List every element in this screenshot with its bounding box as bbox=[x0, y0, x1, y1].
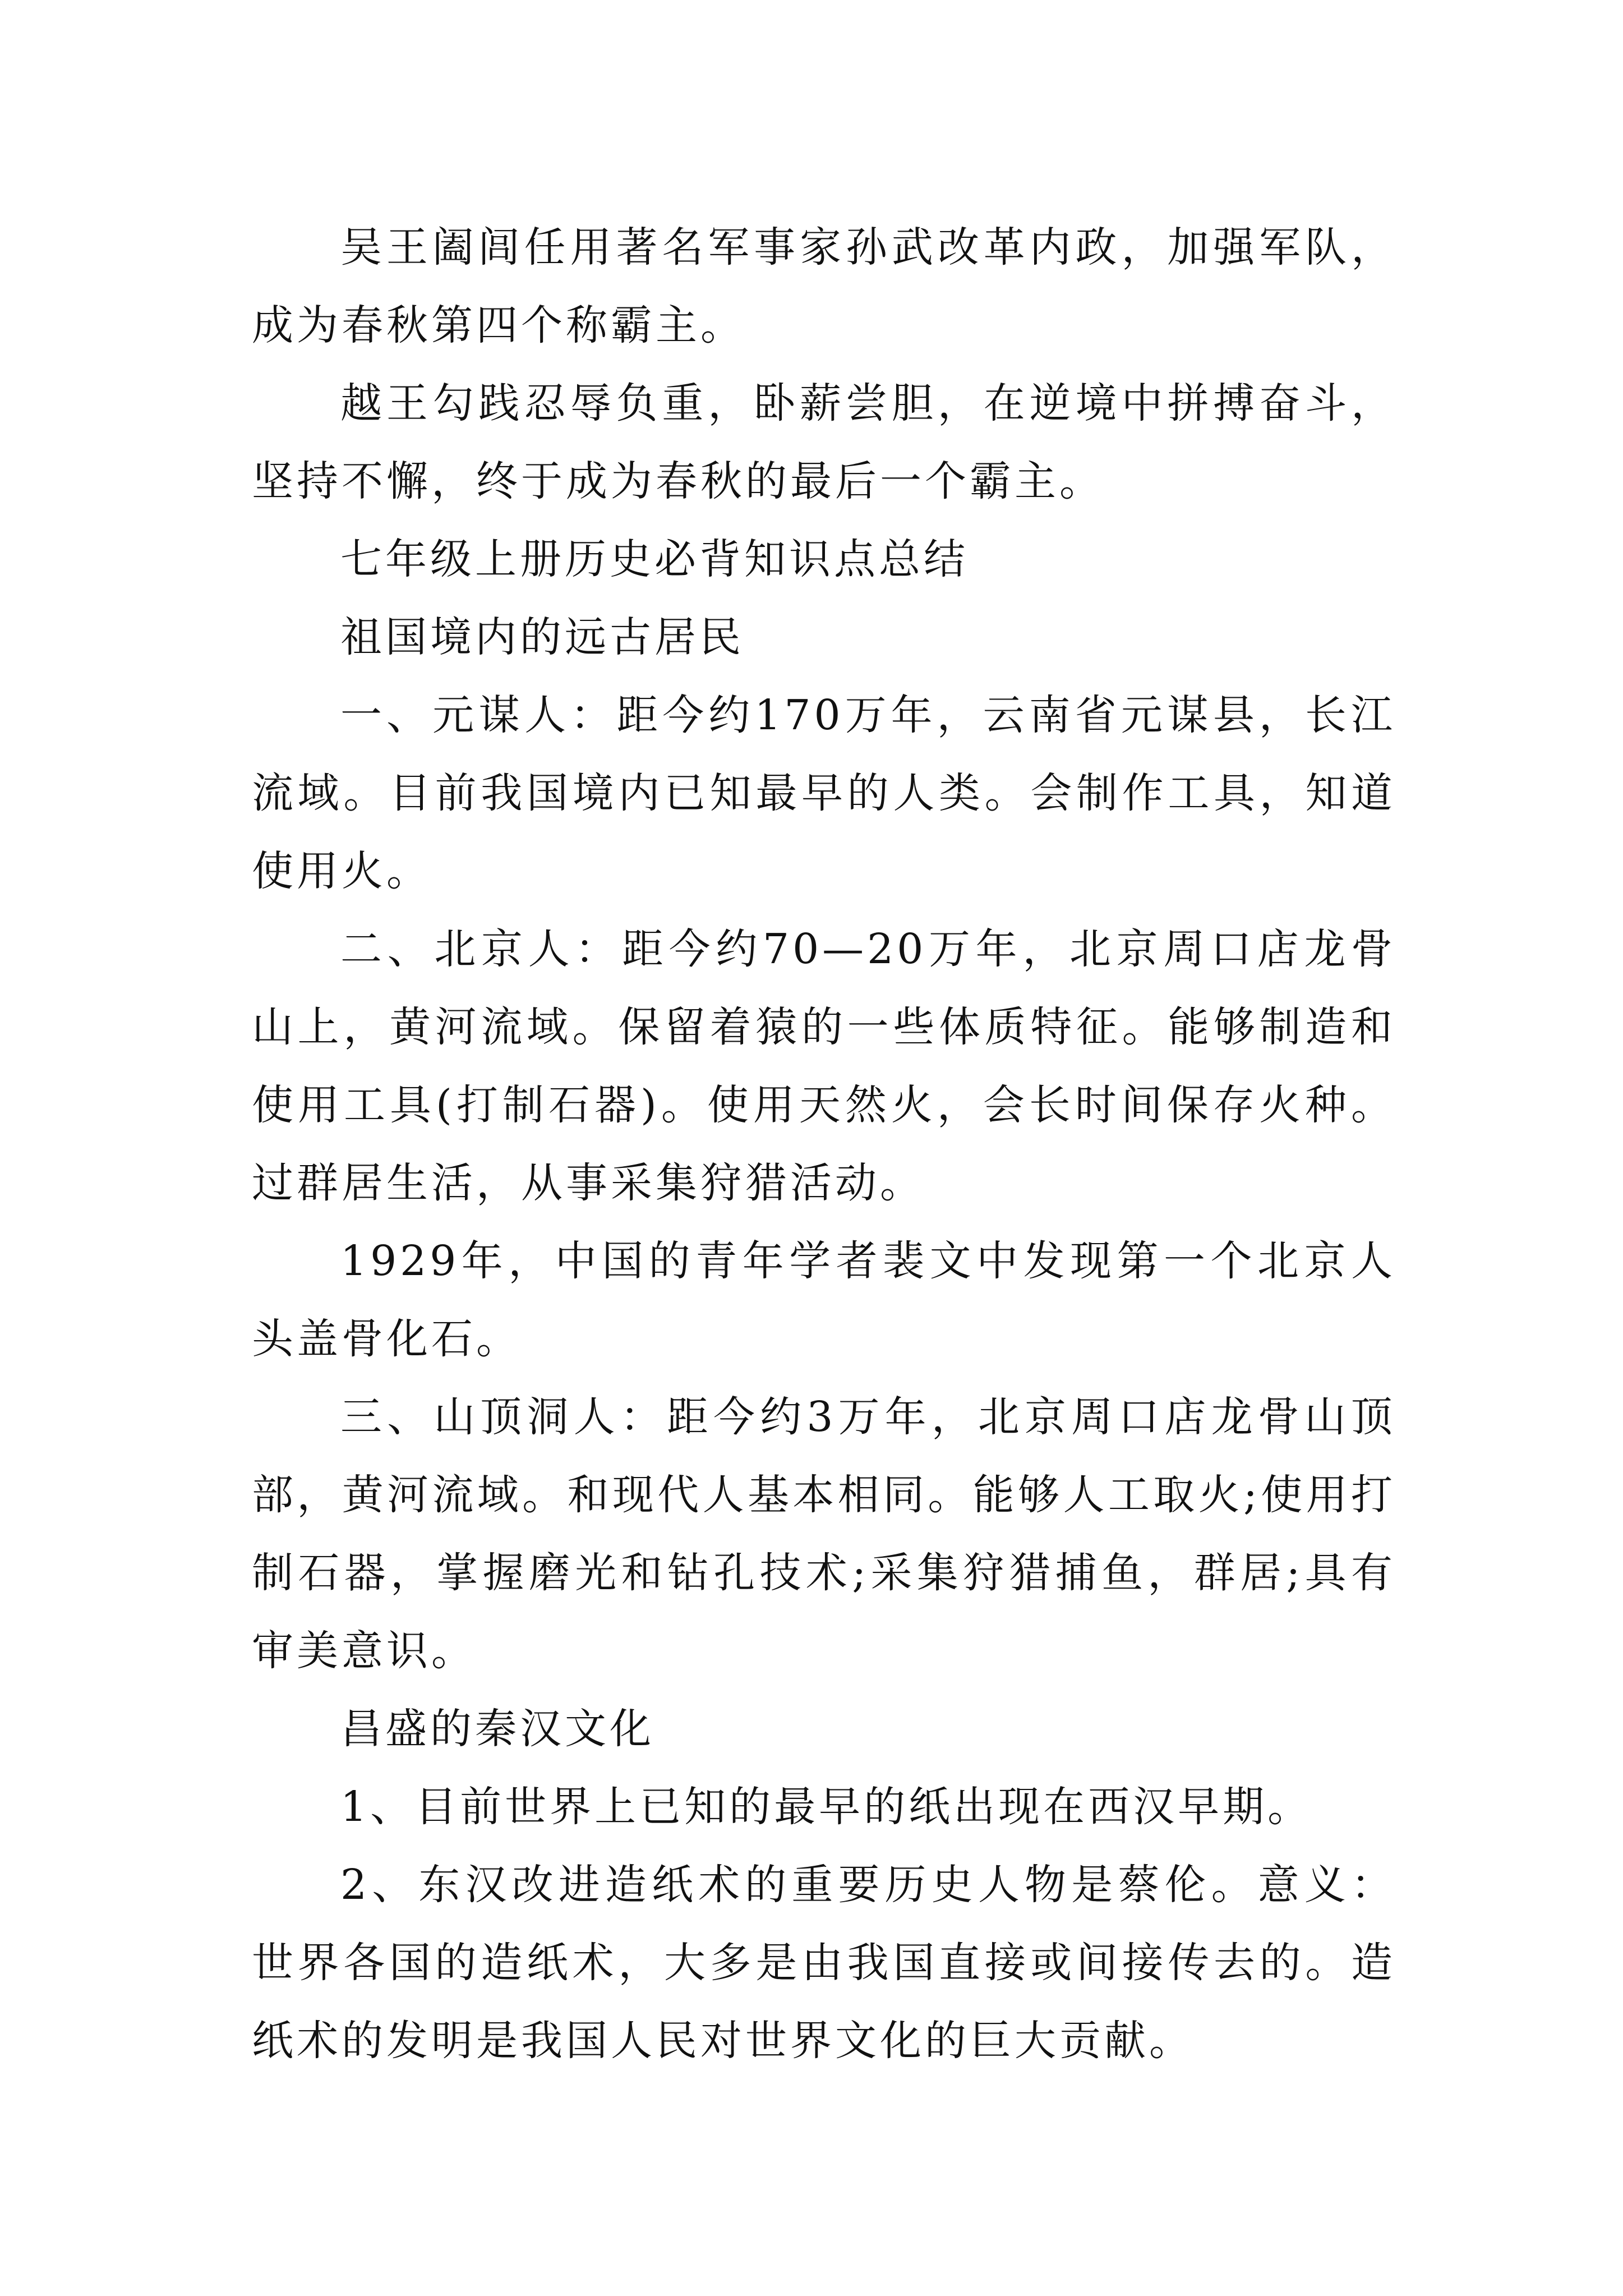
list-item-cai-lun-2: 2、东汉改进造纸术的重要历史人物是蔡伦。意义：世界各国的造纸术，大多是由我国直接或间接传去的。造纸术的发明是我国人民对世界文化的巨大贡献。 bbox=[252, 1861, 1396, 2065]
paragraph-yuanmou-man: 一、元谋人：距今约170万年，云南省元谋县，长江流域。目前我国境内已知最早的人类。会制作工具，知道使用火。 bbox=[252, 691, 1396, 895]
paragraph-wu-king: 吴王阖闾任用著名军事家孙武改革内政，加强军队，成为春秋第四个称霸主。 bbox=[252, 223, 1396, 349]
paragraph-yue-king: 越王勾践忍辱负重，卧薪尝胆，在逆境中拼搏奋斗，坚持不懈，终于成为春秋的最后一个霸主。 bbox=[252, 379, 1396, 505]
paragraph-upper-cave-man: 三、山顶洞人：距今约3万年，北京周口店龙骨山顶部，黄河流域。和现代人基本相同。能够人工取火;使用打制石器，掌握磨光和钻孔技术;采集狩猎捕鱼，群居;具有审美意识。 bbox=[252, 1393, 1396, 1675]
paragraph-peking-man: 二、北京人：距今约70—20万年，北京周口店龙骨山上，黄河流域。保留着猿的一些体质特征。能够制造和使用工具(打制石器)。使用天然火，会长时间保存火种。过群居生活，从事采集狩猎活动。 bbox=[252, 925, 1396, 1207]
section-heading-ancient-residents: 祖国境内的远古居民 bbox=[340, 613, 744, 661]
section-heading-qin-han-culture: 昌盛的秦汉文化 bbox=[340, 1705, 654, 1753]
paragraph-1929-discovery: 1929年，中国的青年学者裴文中发现第一个北京人头盖骨化石。 bbox=[252, 1237, 1396, 1363]
section-heading-summary: 七年级上册历史必背知识点总结 bbox=[340, 535, 969, 583]
document-body bbox=[252, 209, 1396, 2080]
list-item-paper-1: 1、目前世界上已知的最早的纸出现在西汉早期。 bbox=[340, 1783, 1313, 1831]
